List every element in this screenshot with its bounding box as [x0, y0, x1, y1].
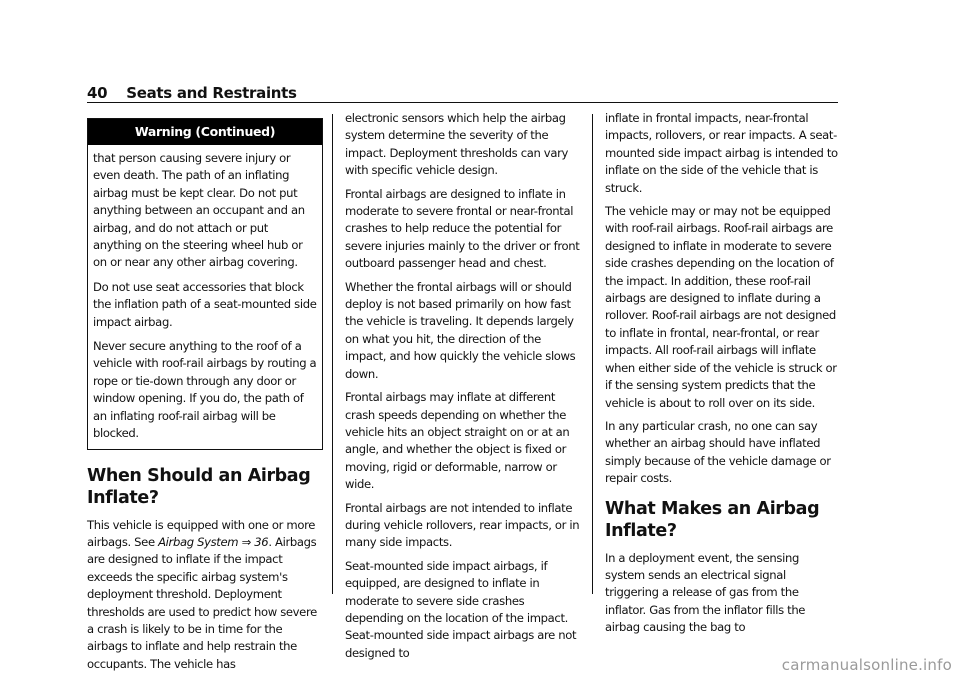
warning-body [88, 145, 322, 449]
intro-text: This vehicle is equipped with one or more airbags. See [87, 517, 316, 549]
warning-paragraph: that person causing severe injury or even death. The path of an inflating airbag must be kept clear. Do not put anything between an occupant and an airbag, and do not attach or put anything on the steering wheel hub or on or near any other airbag covering. [93, 151, 305, 270]
section-heading: What Makes an Airbag Inflate? [605, 498, 820, 541]
section-heading: When Should an Airbag Inflate? [87, 465, 311, 508]
body-paragraph: In a deployment event, the sensing system sends an electrical signal triggering a release of gas from the inflator. Gas from the inflator fills the airbag causing the bag to [605, 550, 806, 635]
body-paragraph: Whether the frontal airbags will or should deploy is not based primarily on how fast the vehicle is traveling. It depends largely on what you hit, the direction of the impact, and how quickly the vehicle slows down. [345, 279, 576, 381]
ref-text: Airbag System [158, 534, 239, 549]
column-divider [592, 114, 593, 594]
column-divider [332, 114, 333, 594]
column-2 [345, 110, 581, 668]
body-paragraph: Seat-mounted side impact airbags, if equipped, are designed to inflate in moderate to severe side crashes depending on the location of the impact. Seat-mounted side impact airbags are not designed to [345, 558, 577, 660]
body-paragraph: The vehicle may or may not be equipped with roof-rail airbags. Roof-rail airbags are designed to inflate in moderate to severe side crashes depending on the location of the impact. In addition, these roof-rail airbags are designed to inflate during a rollover. Roof-rail airbags are not designed to inflate in frontal, near-frontal, or rear impacts. All roof-rail airbags will inflate when either side of the vehicle is struck or if the sensing system predicts that the vehicle is about to roll over on its side. [605, 204, 837, 410]
body-paragraph: In any particular crash, no one can say whether an airbag should have inflated simply because of the vehicle damage or repair costs. [605, 418, 831, 486]
warning-paragraph: Do not use seat accessories that block the inflation path of a seat-mounted side impact airbag. [93, 279, 317, 329]
watermark: carmanualsonline.info [781, 656, 952, 674]
body-paragraph: electronic sensors which help the airbag system determine the severity of the impact. Deployment thresholds can vary with specific vehicle design. [345, 111, 569, 178]
warning-box [87, 118, 323, 450]
section-title: Seats and Restraints [126, 84, 297, 102]
ref-arrow-icon: ⇒ [241, 534, 251, 549]
warning-paragraph: Never secure anything to the roof of a vehicle with roof-rail airbags by routing a rope or tie-down through any door or window opening. If you do, the path of an inflating roof-rail airbag will be blocked. [93, 339, 317, 441]
body-paragraph: Frontal airbags are not intended to inflate during vehicle rollovers, rear impacts, or in many side impacts. [345, 500, 580, 550]
intro-text: . Airbags are designed to inflate if the impact exceeds the specific airbag system's deployment threshold. Deployment thresholds are used to predict how severe a crash is likely to be in time for the airbags to inflate and help restrain the occupants. The vehicle has [87, 534, 317, 671]
body-paragraph: Frontal airbags may inflate at different crash speeds depending on whether the vehicle hits an object straight on or at an angle, and whether the object is fixed or moving, rigid or deformable, narrow or wide. [345, 390, 570, 492]
warning-title: Warning (Continued) [88, 119, 322, 145]
body-paragraph: Frontal airbags are designed to inflate in moderate to severe frontal or near-frontal crashes to help reduce the potential for severe injuries mainly to the driver or front outboard passenger head and chest. [345, 186, 580, 271]
page-header [87, 84, 838, 103]
intro-paragraph [87, 517, 323, 674]
body-paragraph: inflate in frontal impacts, near-frontal impacts, rollovers, or rear impacts. A seat-mounted side impact airbag is intended to inflate on the side of the vehicle that is struck. [605, 111, 838, 195]
column-3 [605, 110, 841, 643]
cross-reference-link[interactable] [158, 535, 268, 549]
page-number: 40 [87, 84, 108, 102]
column-1 [87, 110, 323, 679]
ref-page: 36 [254, 534, 269, 549]
